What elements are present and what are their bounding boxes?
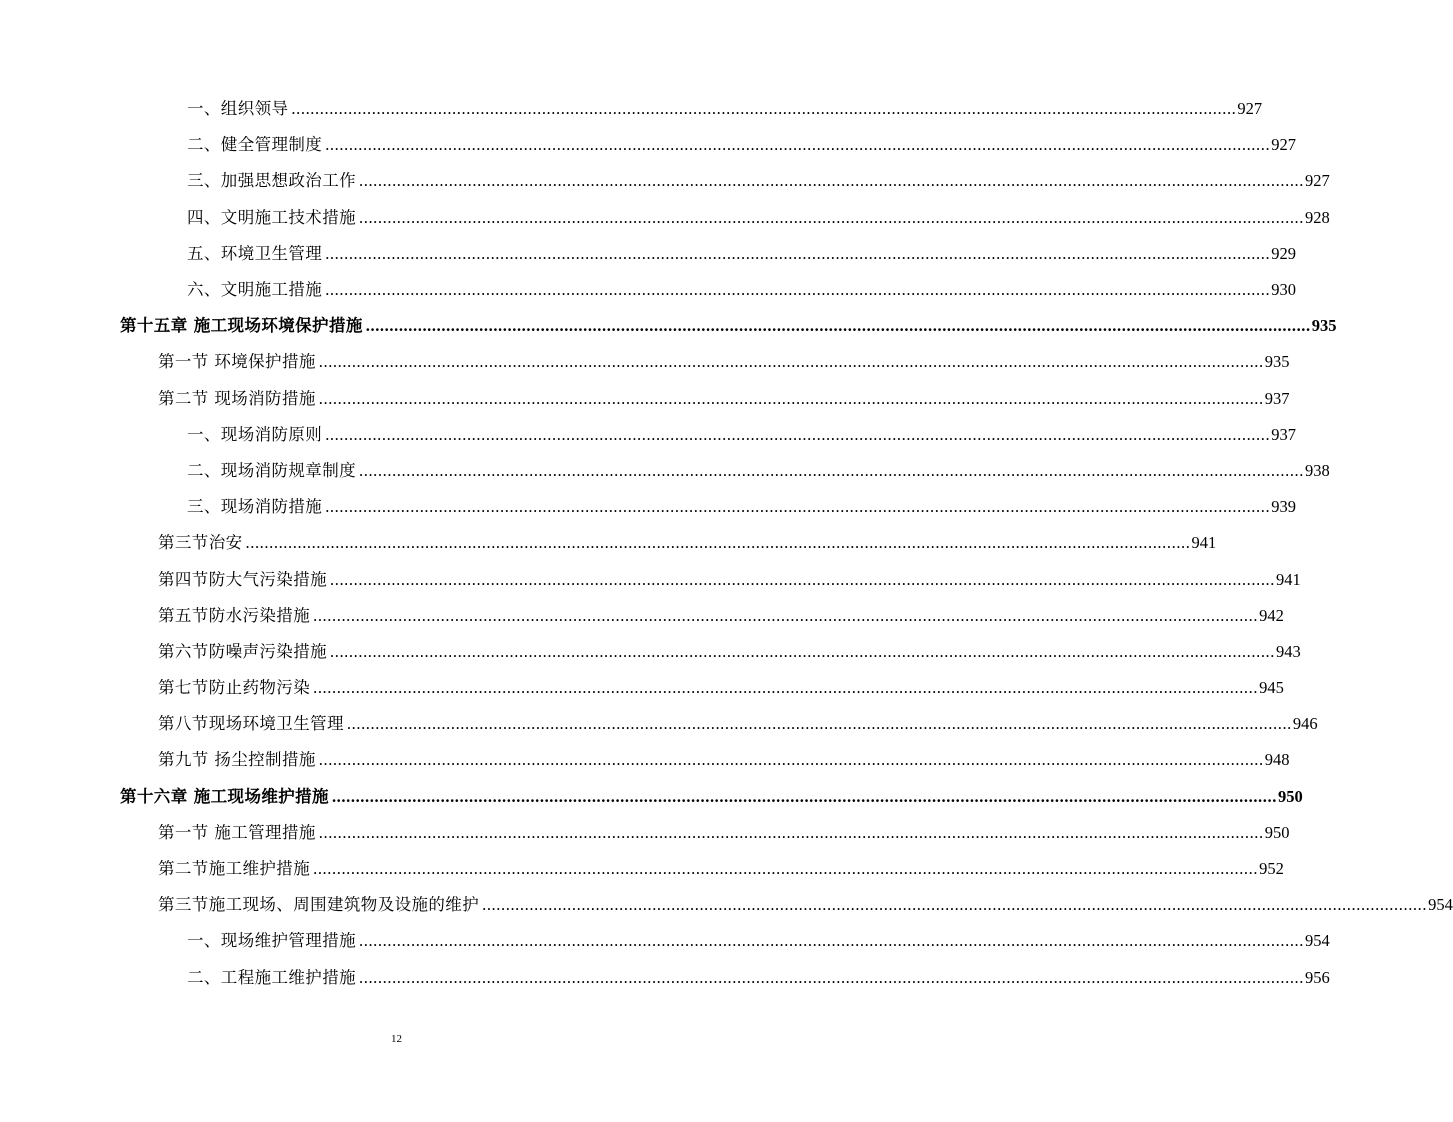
toc-dot-leader: ........................................................................................................................................................................................................ — [325, 497, 1271, 517]
toc-dot-leader: ........................................................................................................................................................................................................ — [359, 460, 1304, 480]
toc-entry-item[interactable] — [0, 453, 1330, 489]
toc-entry-item[interactable] — [0, 960, 1330, 996]
toc-dot-leader: ........................................................................................................................................................................................................ — [359, 171, 1304, 191]
toc-entry-item[interactable] — [0, 923, 1330, 959]
toc-entry-section[interactable] — [0, 634, 1301, 670]
toc-entry-section[interactable] — [0, 742, 1290, 778]
toc-dot-leader: ........................................................................................................................................................................................................ — [346, 714, 1292, 734]
toc-entry-title: 六、文明施工措施 — [187, 280, 323, 300]
toc-entry-item[interactable] — [0, 127, 1296, 163]
toc-entry-title: 一、组织领导 — [187, 99, 289, 119]
toc-entry-page: 950 — [1264, 822, 1290, 842]
toc-entry-page: 948 — [1264, 750, 1290, 770]
toc-entry-title: 第十六章 施工现场维护措施 — [120, 786, 329, 806]
toc-dot-leader: ........................................................................................................................................................................................................ — [318, 822, 1264, 842]
toc-dot-leader: ........................................................................................................................................................................................................ — [365, 316, 1311, 336]
toc-entry-page: 943 — [1276, 641, 1301, 661]
toc-entry-chapter[interactable] — [0, 308, 1337, 344]
toc-entry-item[interactable] — [0, 163, 1330, 199]
toc-entry-section[interactable] — [0, 598, 1284, 634]
toc-dot-leader: ........................................................................................................................................................................................................ — [331, 786, 1277, 806]
toc-entry-title: 第二节施工维护措施 — [158, 859, 311, 879]
toc-entry-section[interactable] — [0, 887, 1453, 923]
toc-entry-section[interactable] — [0, 851, 1284, 887]
toc-entry-page: 945 — [1259, 678, 1284, 698]
toc-entry-item[interactable] — [0, 489, 1296, 525]
toc-dot-leader: ........................................................................................................................................................................................................ — [330, 641, 1275, 661]
toc-entry-title: 第九节 扬尘控制措施 — [158, 750, 316, 770]
toc-entry-chapter[interactable] — [0, 779, 1303, 815]
toc-entry-page: 937 — [1264, 388, 1290, 408]
toc-entry-page: 946 — [1292, 714, 1318, 734]
toc-dot-leader: ........................................................................................................................................................................................................ — [325, 424, 1271, 444]
toc-entry-page: 942 — [1259, 605, 1284, 625]
toc-entry-page: 928 — [1305, 207, 1330, 227]
toc-entry-title: 第三节施工现场、周围建筑物及设施的维护 — [158, 895, 480, 915]
toc-entry-section[interactable] — [0, 561, 1301, 597]
toc-dot-leader: ........................................................................................................................................................................................................ — [482, 895, 1428, 915]
toc-entry-title: 三、现场消防措施 — [187, 497, 323, 517]
toc-dot-leader: ........................................................................................................................................................................................................ — [245, 533, 1191, 553]
toc-dot-leader: ........................................................................................................................................................................................................ — [318, 352, 1264, 372]
toc-entry-page: 927 — [1271, 135, 1296, 155]
toc-dot-leader: ........................................................................................................................................................................................................ — [313, 605, 1259, 625]
toc-entry-title: 第三节治安 — [158, 533, 243, 553]
toc-dot-leader: ........................................................................................................................................................................................................ — [318, 388, 1264, 408]
toc-entry-title: 一、现场消防原则 — [187, 424, 323, 444]
toc-dot-leader: ........................................................................................................................................................................................................ — [291, 99, 1237, 119]
toc-entry-section[interactable] — [0, 815, 1290, 851]
toc-entry-item[interactable] — [0, 200, 1330, 236]
toc-entry-section[interactable] — [0, 381, 1290, 417]
toc-entry-title: 二、工程施工维护措施 — [187, 967, 356, 987]
toc-entry-title: 三、加强思想政治工作 — [187, 171, 356, 191]
toc-entry-page: 930 — [1271, 280, 1296, 300]
toc-dot-leader: ........................................................................................................................................................................................................ — [325, 280, 1271, 300]
toc-dot-leader: ........................................................................................................................................................................................................ — [325, 243, 1271, 263]
toc-entry-page: 938 — [1305, 460, 1330, 480]
toc-entry-section[interactable] — [0, 670, 1284, 706]
toc-entry-title: 五、环境卫生管理 — [187, 243, 323, 263]
toc-entry-page: 935 — [1311, 316, 1337, 336]
toc-entry-item[interactable] — [0, 417, 1296, 453]
toc-entry-page: 941 — [1276, 569, 1301, 589]
toc-entry-page: 935 — [1264, 352, 1290, 372]
toc-entry-title: 二、现场消防规章制度 — [187, 460, 356, 480]
toc-dot-leader: ........................................................................................................................................................................................................ — [359, 207, 1304, 227]
toc-entry-section[interactable] — [0, 525, 1217, 561]
toc-entry-title: 第六节防噪声污染措施 — [158, 641, 327, 661]
toc-dot-leader: ........................................................................................................................................................................................................ — [313, 678, 1259, 698]
toc-entry-item[interactable] — [0, 272, 1296, 308]
toc-entry-page: 937 — [1271, 424, 1296, 444]
toc-entry-page: 929 — [1271, 243, 1296, 263]
toc-entry-title: 四、文明施工技术措施 — [187, 207, 356, 227]
toc-entry-title: 一、现场维护管理措施 — [187, 931, 356, 951]
toc-entry-page: 954 — [1428, 895, 1453, 915]
toc-entry-page: 927 — [1237, 99, 1263, 119]
toc-entry-page: 941 — [1191, 533, 1217, 553]
toc-entry-page: 950 — [1277, 786, 1303, 806]
toc-entry-page: 956 — [1305, 967, 1330, 987]
toc-dot-leader: ........................................................................................................................................................................................................ — [359, 931, 1304, 951]
toc-dot-leader: ........................................................................................................................................................................................................ — [330, 569, 1275, 589]
table-of-contents — [0, 91, 1453, 996]
toc-entry-title: 二、健全管理制度 — [187, 135, 323, 155]
toc-entry-title: 第二节 现场消防措施 — [158, 388, 316, 408]
toc-entry-title: 第四节防大气污染措施 — [158, 569, 327, 589]
toc-entry-section[interactable] — [0, 706, 1318, 742]
toc-entry-title: 第一节 施工管理措施 — [158, 822, 316, 842]
page-number: 12 — [391, 1033, 402, 1045]
toc-dot-leader: ........................................................................................................................................................................................................ — [313, 859, 1259, 879]
toc-entry-title: 第七节防止药物污染 — [158, 678, 311, 698]
toc-entry-page: 927 — [1305, 171, 1330, 191]
toc-entry-item[interactable] — [0, 91, 1263, 127]
toc-entry-section[interactable] — [0, 344, 1290, 380]
toc-entry-title: 第十五章 施工现场环境保护措施 — [120, 316, 363, 336]
toc-entry-title: 第五节防水污染措施 — [158, 605, 311, 625]
toc-entry-page: 939 — [1271, 497, 1296, 517]
toc-dot-leader: ........................................................................................................................................................................................................ — [318, 750, 1264, 770]
toc-entry-page: 954 — [1305, 931, 1330, 951]
toc-dot-leader: ........................................................................................................................................................................................................ — [325, 135, 1271, 155]
toc-entry-title: 第一节 环境保护措施 — [158, 352, 316, 372]
toc-dot-leader: ........................................................................................................................................................................................................ — [359, 967, 1304, 987]
toc-entry-page: 952 — [1259, 859, 1284, 879]
toc-entry-item[interactable] — [0, 236, 1296, 272]
toc-entry-title: 第八节现场环境卫生管理 — [158, 714, 344, 734]
